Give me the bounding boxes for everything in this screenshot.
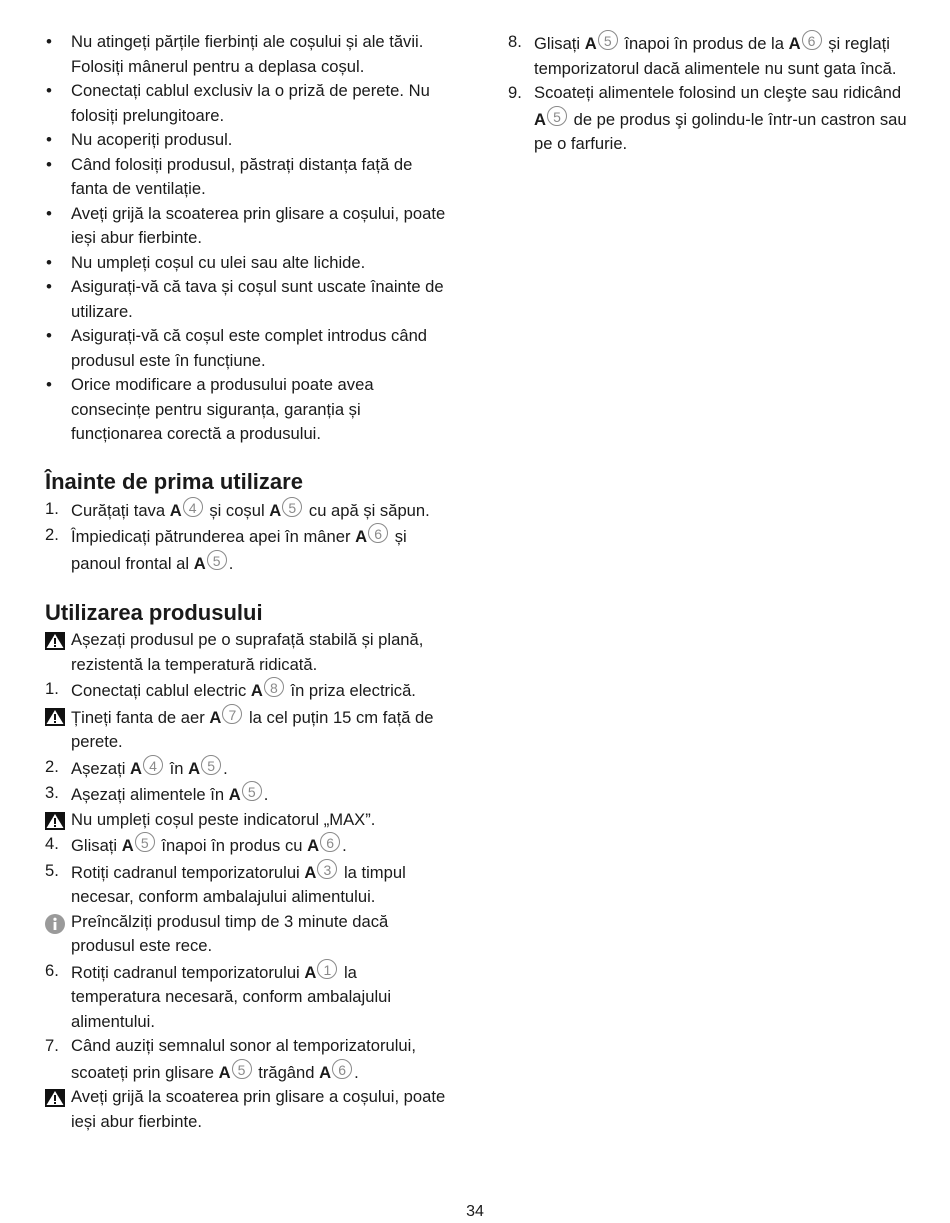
section-heading-before-use: Înainte de prima utilizare <box>45 468 303 494</box>
part-number-circle: 3 <box>317 859 337 879</box>
part-ref: A <box>209 707 222 727</box>
part-ref: A <box>319 1062 332 1082</box>
part-number-circle: 5 <box>232 1059 252 1079</box>
step-item: 5. Rotiți cadranul temporizatorului A 3 la timpul necesar, conform ambalajului alimentului. <box>45 860 406 906</box>
list-item: • Aveți grijă la scoaterea prin glisare a coșului, poate ieși abur fierbinte. <box>46 203 446 247</box>
part-number-circle: 5 <box>201 755 221 775</box>
step-item: 1. Conectați cablul electric A 8 în priza electrică. <box>45 679 416 700</box>
part-number-circle: 4 <box>183 497 203 517</box>
part-number-circle: 5 <box>282 497 302 517</box>
warning-triangle-icon <box>45 628 67 650</box>
list-item: • Asigurați-vă că coșul este complet introdus când produsul este în funcțiune. <box>46 326 428 370</box>
part-ref: A <box>534 109 546 129</box>
warning-item: Țineți fanta de aer A 7 la cel puțin 15 cm față de perete. <box>45 704 450 755</box>
part-ref: A <box>788 34 801 53</box>
step-number: 8. <box>508 32 522 51</box>
part-ref: A <box>250 681 263 700</box>
step-item: 6. Rotiți cadranul temporizatorului A 1 la temperatura necesară, conform ambalajului alimentului. <box>45 960 392 1031</box>
part-ref: A <box>269 500 282 520</box>
step-item: 9. Scoateți alimentele folosind un cleşte sau ridicând A 5 de pe produs şi golindu-le într-un castron sau pe o farfurie. <box>508 83 907 153</box>
part-ref: A <box>304 962 317 982</box>
part-ref: A <box>121 836 134 855</box>
step-item: 4. Glisați A 5 înapoi în produs cu A 6 . <box>45 834 347 855</box>
step-number: 2. <box>45 756 59 776</box>
part-number-circle: 5 <box>242 781 262 801</box>
part-number-circle: 6 <box>368 523 388 543</box>
bullet-icon: • <box>46 326 52 345</box>
step-item: 7. Când auziți semnalul sonor al temporizatorului, scoateți prin glisare A 5 trăgând A 6 . <box>45 1036 416 1082</box>
step-number: 5. <box>45 860 59 880</box>
list-item: • Orice modificare a produsului poate avea consecințe pentru siguranța, garanția și funcționarea corectă a produsului. <box>46 375 374 443</box>
bullet-icon: • <box>46 203 52 223</box>
step-item: 8. Glisați A 5 înapoi în produs de la A 6 și reglați temporizatorul dacă alimentele nu sunt gata încă. <box>508 32 897 78</box>
part-number-circle: 6 <box>320 832 340 852</box>
list-item: • Asigurați-vă că tava și coșul sunt uscate înainte de utilizare. <box>46 277 444 321</box>
safety-list <box>45 30 450 447</box>
step-item: 3. Așezați alimentele în A 5 . <box>45 783 269 804</box>
step-number: 3. <box>45 783 59 802</box>
info-item: Preîncălziți produsul timp de 3 minute dacă produsul este rece. <box>45 910 450 959</box>
warning-triangle-icon <box>45 1085 67 1107</box>
list-item: • Când folosiți produsul, păstrați distanța față de fanta de ventilație. <box>46 154 413 198</box>
warning-item: Așezați produsul pe o suprafață stabilă și plană, rezistentă la temperatură ridicată. <box>45 628 450 677</box>
step-number: 2. <box>45 525 59 544</box>
bullet-icon: • <box>46 81 52 100</box>
bullet-icon: • <box>46 154 52 174</box>
part-ref: A <box>130 758 143 778</box>
part-ref: A <box>355 527 368 546</box>
part-ref: A <box>304 862 317 882</box>
warning-item: Nu umpleți coșul peste indicatorul „MAX”. <box>45 808 450 833</box>
part-number-circle: 6 <box>332 1059 352 1079</box>
part-ref: A <box>169 500 182 520</box>
left-column <box>45 30 450 1134</box>
part-number-circle: 6 <box>802 30 822 50</box>
part-ref: A <box>584 34 597 53</box>
warning-item: Aveți grijă la scoaterea prin glisare a coșului, poate ieși abur fierbinte. <box>45 1085 450 1134</box>
bullet-icon: • <box>46 277 52 296</box>
right-column <box>508 30 913 157</box>
part-number-circle: 7 <box>222 704 242 724</box>
part-number-circle: 4 <box>143 755 163 775</box>
step-number: 4. <box>45 834 59 853</box>
bullet-icon: • <box>46 375 52 394</box>
section-heading-usage: Utilizarea produsului <box>45 600 263 625</box>
part-number-circle: 1 <box>317 959 337 979</box>
step-item: 2. Împiedicați pătrunderea apei în mâner A 6 și panoul frontal al A 5 . <box>45 525 407 573</box>
warning-triangle-icon <box>45 704 67 726</box>
step-number: 9. <box>508 83 522 102</box>
list-item: • Nu acoperiți produsul. <box>45 128 450 153</box>
list-item: • Conectați cablul exclusiv la o priză de perete. Nu folosiți prelungitoare. <box>46 81 430 125</box>
bullet-icon: • <box>46 252 52 272</box>
part-number-circle: 5 <box>135 832 155 852</box>
step-number: 1. <box>45 679 59 698</box>
step-number: 7. <box>45 1036 59 1055</box>
page-number: 34 <box>466 1203 484 1220</box>
part-number-circle: 5 <box>547 106 567 126</box>
info-circle-icon <box>45 910 67 934</box>
step-item: 2. Așezați A 4 în A 5 . <box>45 756 228 778</box>
part-ref: A <box>188 758 201 778</box>
part-ref: A <box>307 836 320 855</box>
list-item: • Nu umpleți coșul cu ulei sau alte lichide. <box>45 251 450 276</box>
step-number: 6. <box>45 960 59 980</box>
part-number-circle: 8 <box>264 677 284 697</box>
bullet-icon: • <box>46 130 52 149</box>
part-number-circle: 5 <box>598 30 618 50</box>
warning-triangle-icon <box>45 808 67 830</box>
step-item: 1. Curățați tava A 4 și coșul A 5 cu apă și săpun. <box>45 498 430 520</box>
step-number: 1. <box>45 498 59 518</box>
part-ref: A <box>228 785 241 804</box>
bullet-icon: • <box>46 32 52 51</box>
part-ref: A <box>218 1062 231 1082</box>
part-number-circle: 5 <box>207 550 227 570</box>
list-item: • Nu atingeți părțile fierbinți ale coșului și ale tăvii. Folosiți mânerul pentru a deplasa coșul. <box>46 32 424 76</box>
part-ref: A <box>193 553 206 573</box>
